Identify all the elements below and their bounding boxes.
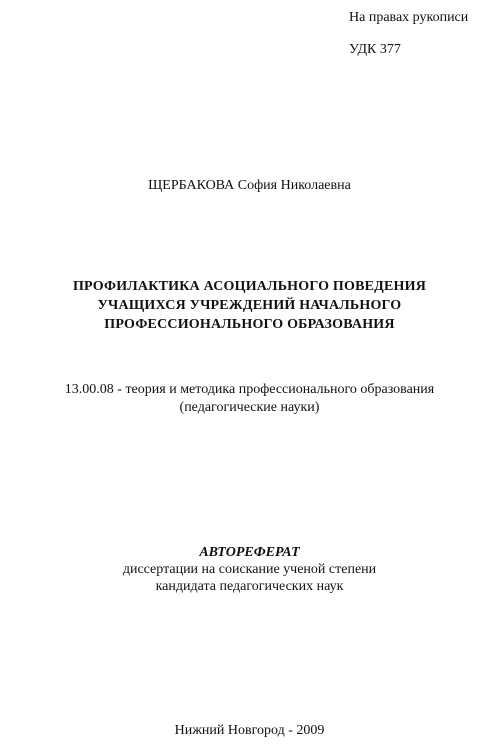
title-line-3: ПРОФЕССИОНАЛЬНОГО ОБРАЗОВАНИЯ xyxy=(104,317,395,332)
place-and-year: Нижний Новгород - 2009 xyxy=(174,723,325,738)
specialty-field: (педагогические науки) xyxy=(179,400,320,415)
specialty-code: 13.00.08 - теория и методика профессионального образования xyxy=(64,382,435,397)
udk-code: УДК 377 xyxy=(349,42,401,57)
title-line-1: ПРОФИЛАКТИКА АСОЦИАЛЬНОГО ПОВЕДЕНИЯ xyxy=(72,279,427,294)
rights-note: На правах рукописи xyxy=(349,10,469,25)
author-name: ЩЕРБАКОВА София Николаевна xyxy=(148,178,351,193)
title-line-2: УЧАЩИХСЯ УЧРЕЖДЕНИЙ НАЧАЛЬНОГО xyxy=(97,298,402,313)
abstract-heading: АВТОРЕФЕРАТ xyxy=(199,545,300,560)
abstract-line-1: диссертации на соискание ученой степени xyxy=(122,562,377,577)
abstract-line-2: кандидата педагогических наук xyxy=(155,579,344,594)
